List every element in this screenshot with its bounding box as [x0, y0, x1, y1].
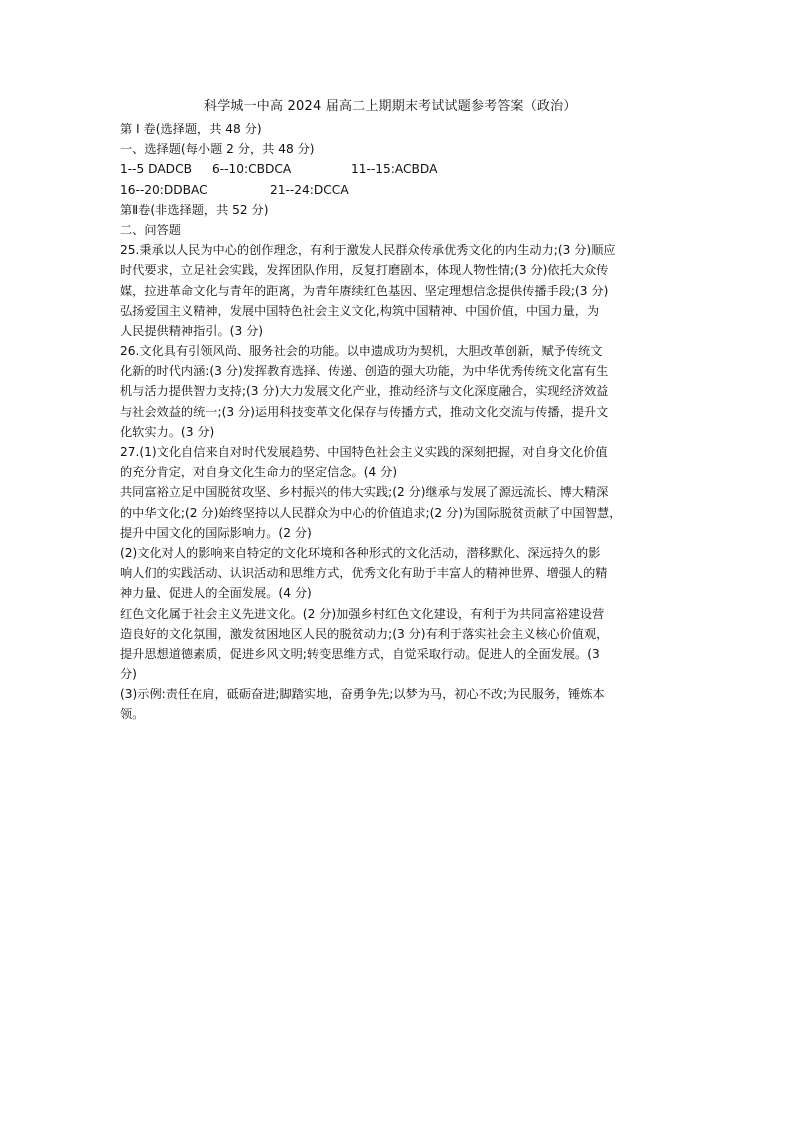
- answers-1-5: 1--5 DADCB: [120, 162, 192, 177]
- q27-line: (2)文化对人的影响来自特定的文化环境和各种形式的文化活动，潜移默化、深远持久的影: [120, 545, 601, 560]
- document-body: [120, 119, 680, 725]
- question-26-answer: [120, 341, 680, 442]
- q27-line: 提升中国文化的国际影响力。(2 分): [120, 525, 312, 540]
- q27-line: 提升思想道德素质，促进乡风文明;转变思维方式，自觉采取行动。促进人的全面发展。(3: [120, 646, 600, 661]
- section1-heading: 一、选择题(每小题 2 分，共 48 分): [120, 142, 315, 157]
- q25-line: 时代要求，立足社会实践，发挥团队作用，反复打磨剧本，体现人物性情;(3 分)依托大众传: [120, 263, 609, 278]
- q25-line: 弘扬爱国主义精神，发展中国特色社会主义文化,构筑中国精神、中国价值，中国力量，为: [120, 303, 600, 318]
- answers-16-20: 16--20:DDBAC: [120, 182, 208, 197]
- q27-line: 分): [120, 667, 137, 682]
- q27-line: 领。: [120, 707, 145, 722]
- answers-row-1: [120, 159, 680, 179]
- q27-line: 造良好的文化氛围，激发贫困地区人民的脱贫动力;(3 分)有利于落实社会主义核心价值观，: [120, 626, 609, 641]
- q27-line: (3)示例:责任在肩，砥砺奋进;脚踏实地，奋勇争先;以梦为马，初心不改;为民服务，锤炼本: [120, 687, 605, 702]
- section2-heading: 二、问答题: [120, 222, 181, 237]
- answers-6-10: 6--10:CBDCA: [212, 162, 292, 177]
- q25-line: 媒，拉进革命文化与青年的距离，为青年赓续红色基因、坚定理想信念提供传播手段;(3 分): [120, 283, 609, 298]
- question-25-answer: [120, 240, 680, 341]
- q26-line: 机与活力提供智力支持;(3 分)大力发展文化产业，推动经济与文化深度融合，实现经济效益: [120, 384, 609, 399]
- q26-line: 化软实力。(3 分): [120, 424, 215, 439]
- q27-line: 27.(1)文化自信来自对时代发展趋势、中国特色社会主义实践的深刻把握，对自身文化价值: [120, 445, 608, 459]
- q27-line: 共同富裕立足中国脱贫攻坚、乡村振兴的伟大实践;(2 分)继承与发展了源远流长、博大精深: [120, 485, 609, 500]
- q26-line: 26.文化具有引领风尚、服务社会的功能。以申遗成功为契机，大胆改革创新，赋予传统文: [120, 344, 603, 359]
- answers-11-15: 11--15:ACBDA: [351, 162, 438, 177]
- part1-heading: 第 I 卷(选择题，共 48 分): [120, 122, 262, 136]
- part2-heading: 第Ⅱ卷(非选择题，共 52 分): [120, 202, 269, 217]
- q27-line: 红色文化属于社会主义先进文化。(2 分)加强乡村红色文化建设，有利于为共同富裕建设营: [120, 606, 605, 621]
- q26-line: 化新的时代内涵:(3 分)发挥教育选择、传递、创造的强大功能，为中华优秀传统文化富有生: [120, 364, 609, 379]
- q25-line: 人民提供精神指引。(3 分): [120, 323, 264, 338]
- q26-line: 与社会效益的统一;(3 分)运用科技变革文化保存与传播方式，推动文化交流与传播，提升文: [120, 404, 609, 419]
- q27-line: 神力量、促进人的全面发展。(4 分): [120, 586, 312, 601]
- answers-21-24: 21--24:DCCA: [270, 182, 349, 197]
- q25-line: 25.秉承以人民为中心的创作理念，有利于激发人民群众传承优秀文化的内生动力;(3 分)顺应: [120, 243, 616, 258]
- document-title: 科学城一中高 2024 届高二上期期末考试试题参考答案（政治）: [204, 99, 577, 114]
- q27-line: 的充分肯定，对自身文化生命力的坚定信念。(4 分): [120, 465, 398, 480]
- q27-line: 响人们的实践活动、认识活动和思维方式，优秀文化有助于丰富人的精神世界、增强人的精: [120, 566, 608, 581]
- question-27-answer: [120, 442, 680, 725]
- answers-row-2: [120, 180, 680, 200]
- q27-line: 的中华文化;(2 分)始终坚持以人民群众为中心的价值追求;(2 分)为国际脱贫贡献了中国智慧，: [120, 505, 622, 520]
